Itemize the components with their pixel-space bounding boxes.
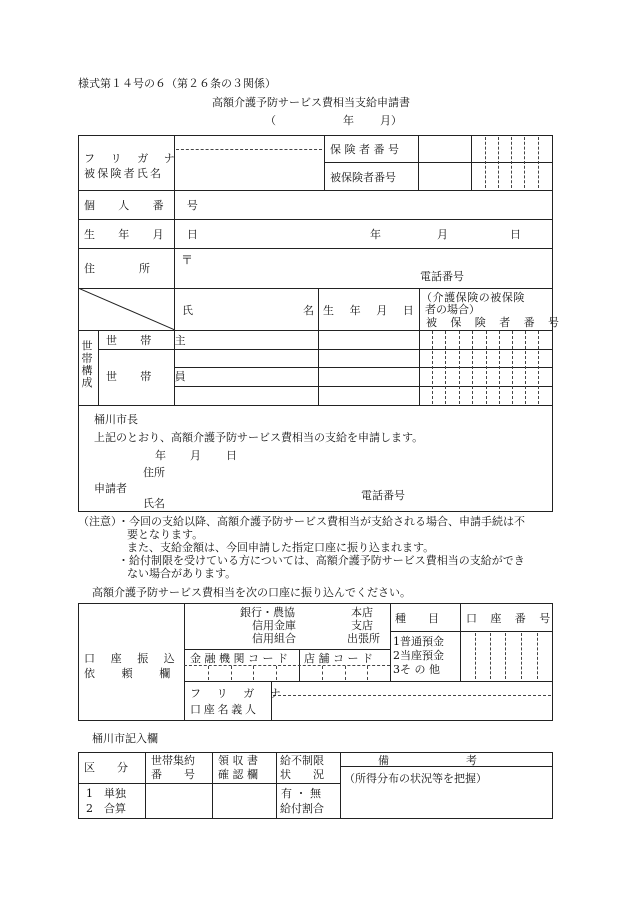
account-holder-label: 口座名義人 — [190, 703, 259, 716]
col-household-1: 世帯集約 — [151, 754, 195, 767]
insurer-number-field[interactable] — [419, 136, 552, 162]
household-head-name-field[interactable] — [175, 331, 317, 348]
insurer-number-label: 保 険 者 番 号 — [330, 143, 399, 156]
col-name-left: 氏 — [182, 304, 193, 317]
branch-code-label: 店 舗 コ ー ド — [304, 652, 373, 665]
kind-option-3[interactable]: 3そ の 他 — [393, 663, 440, 676]
postal-mark: 〒 — [181, 253, 194, 267]
bank-name-field[interactable] — [186, 605, 236, 647]
col-name-right: 名 — [303, 304, 314, 317]
col-kubun: 区 分 — [84, 761, 128, 774]
col-receipt-1: 領 収 書 — [218, 754, 258, 767]
branch-type-1: 本店 — [351, 606, 373, 619]
birth-date-label: 生 年 月 日 — [84, 228, 208, 241]
address-field[interactable] — [196, 250, 551, 286]
notes-line-2: 要となります。 — [127, 528, 204, 541]
transfer-label-1: 口 座 振 込 — [84, 652, 181, 665]
bank-type-2: 信用金庫 — [252, 619, 296, 632]
holder-furigana-label: フ リ ガ ナ — [190, 687, 287, 700]
decl-phone-label: 電話番号 — [361, 489, 405, 502]
form-title: 高額介護予防サービス費相当支給申請書 — [212, 96, 410, 109]
col-insured-1: （介護保険の被保険 — [421, 291, 525, 304]
personal-number-label: 個 人 番 号 — [84, 199, 208, 212]
household-head-label: 世 帯 主 — [106, 334, 196, 347]
account-number-field[interactable] — [461, 632, 552, 680]
furigana-label: フ リ ガ ナ — [84, 152, 181, 165]
remarks-value: （所得分布の状況等を把握） — [344, 772, 487, 785]
branch-type-3: 出張所 — [347, 632, 380, 645]
birth-year-label: 年 — [370, 228, 381, 241]
col-limit-1: 給不制限 — [280, 754, 324, 767]
notes-label: （注意） — [78, 515, 122, 528]
address-phone-label: 電話番号 — [420, 270, 464, 283]
decl-name-label: 氏名 — [143, 497, 165, 510]
declaration-statement: 上記のとおり、高額介護予防サービス費相当の支給を申請します。 — [94, 431, 424, 444]
declaration-box — [78, 405, 553, 512]
kind-option-2[interactable]: 2当座預金 — [393, 649, 444, 662]
col-receipt-2: 確 認 欄 — [218, 768, 258, 781]
limit-option[interactable]: 有 ・ 無 — [281, 787, 321, 800]
branch-name-field[interactable] — [300, 605, 345, 647]
benefit-ratio-label: 給付割合 — [280, 802, 324, 815]
diagonal-divider — [78, 288, 175, 330]
city-section-title: 桶川市記入欄 — [92, 732, 158, 745]
insured-name-label: 被保険者氏名 — [84, 167, 164, 180]
period-month: 月） — [380, 114, 402, 127]
notes-line-3: また、支給金額は、今回申請した指定口座に振り込まれます。 — [127, 541, 435, 554]
transfer-label-2: 依 頼 欄 — [84, 667, 182, 680]
account-holder-field[interactable] — [273, 697, 551, 719]
household-member-name-field[interactable] — [175, 350, 317, 404]
kind-header: 種 目 — [395, 612, 439, 625]
household-number-field[interactable] — [146, 784, 211, 818]
addressee: 桶川市長 — [94, 413, 138, 426]
kubun-option-2[interactable]: 2 合算 — [86, 802, 126, 815]
personal-number-field[interactable] — [176, 191, 552, 218]
decl-address-label: 住所 — [143, 466, 165, 479]
col-limit-2: 状 況 — [280, 768, 324, 781]
account-number-header: 口 座 番 号 — [466, 612, 556, 625]
col-remarks: 備 考 — [378, 754, 477, 767]
branch-type-2: 支店 — [351, 619, 373, 632]
col-household-2: 番 号 — [151, 768, 195, 781]
birth-month-label: 月 — [437, 228, 448, 241]
form-number: 様式第１４号の６（第２６条の３関係） — [78, 77, 276, 90]
decl-month: 月 — [190, 449, 201, 462]
col-insured-2: 者の場合） — [425, 303, 480, 316]
notes-line-5: ない場合があります。 — [127, 567, 237, 580]
notes-line-4: ・給付制限を受けている方については、高額介護予防サービス費相当の支給ができ — [118, 554, 525, 567]
period-open: （ — [265, 114, 276, 127]
birth-day-label: 日 — [510, 228, 521, 241]
receipt-check-field[interactable] — [213, 784, 275, 818]
notes-line-1: ・今回の支給以降、高額介護予防サービス費相当が支給される場合、申請手続は不 — [118, 515, 525, 528]
kubun-option-1[interactable]: 1 単独 — [86, 787, 126, 800]
bank-type-1: 銀行・農協 — [240, 606, 295, 619]
col-birth: 生 年 月 日 — [323, 304, 420, 317]
household-side-label: 世帯構成 — [80, 340, 93, 389]
insured-number-field[interactable] — [419, 163, 552, 189]
bank-code-label: 金 融 機 関 コ ー ド — [190, 652, 288, 665]
bank-type-3: 信用組合 — [252, 632, 296, 645]
decl-day: 日 — [226, 449, 237, 462]
period-year: 年 — [343, 114, 354, 127]
insured-name-field[interactable] — [176, 151, 322, 188]
bank-intro: 高額介護予防サービス費相当を次の口座に振り込んでください。 — [92, 586, 411, 599]
decl-year: 年 — [155, 449, 166, 462]
kind-option-1[interactable]: 1普通預金 — [393, 635, 444, 648]
birth-date-field[interactable] — [176, 220, 552, 247]
decl-applicant-label: 申請者 — [94, 482, 127, 495]
address-label: 住 所 — [84, 262, 150, 275]
household-member-label: 世 帯 員 — [106, 370, 196, 383]
col-insured-3: 被 保 険 者 番 号 — [426, 316, 564, 329]
insured-number-label: 被保険者番号 — [330, 171, 396, 184]
